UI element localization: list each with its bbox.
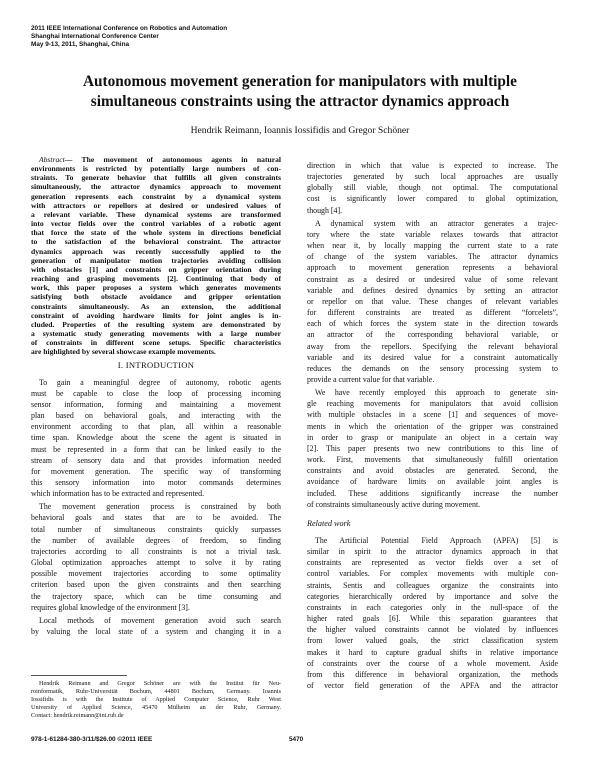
- text-line: constraints and avoid obstacles are generated. Second, the: [307, 466, 558, 476]
- text-line: reduces the demands on the sensory processing system to: [307, 363, 558, 373]
- text-line: from this difference in behavioral organization, the methods: [307, 669, 558, 679]
- text-line: included. These additions significantly increase the number: [307, 488, 558, 498]
- abstract-line: constraint of avoiding hardware limits for joint angles is in-: [31, 310, 281, 320]
- text-line: trajectories generated by such local approaches are usually: [307, 172, 558, 182]
- text-line: We have recently employed this approach to generate sin-: [315, 388, 558, 398]
- text-line: possible movement trajectories according to some optimality: [31, 569, 281, 579]
- text-line: plan based on behavioral goals, and interacting with the: [31, 411, 281, 421]
- text-line: the higher valued constraints cannot be violated by influences: [307, 625, 558, 635]
- text-line: an attractor of the corresponding behavioral variable, or: [307, 330, 558, 340]
- footnote-rule: [31, 675, 127, 676]
- abstract-line: constraints simultaneously. As an extension, the additional: [31, 301, 281, 311]
- abstract-line: that force the state of the whole system in directions beneficial: [31, 228, 281, 238]
- text-line: though [4].: [307, 205, 343, 215]
- text-line: total number of simultaneous constraints quickly surpasses: [31, 524, 281, 534]
- text-line: Local methods of movement generation avoid such search: [39, 615, 281, 625]
- text-line: provide a current value for that variable.: [307, 374, 435, 384]
- text-line: by valuing the local state of a system and changing it in a: [31, 627, 281, 637]
- text-line: constraints are represented as vector fields over a set of: [307, 558, 558, 568]
- text-line: straints, Sentis and colleagues organize the constraints into: [307, 580, 558, 590]
- text-line: requires global knowledge of the environment [3].: [31, 602, 190, 612]
- text-line: behavioral goals and states that are to be avoided. The: [31, 513, 281, 523]
- text-line: trajectories according to all constraints is not a trivial task.: [31, 546, 281, 556]
- abstract-first-line-text: — The movement of autonomous agents in natural: [64, 155, 281, 164]
- abstract-line: a systematic study generating movements with a large number: [31, 328, 281, 338]
- abstract-line: [31, 155, 281, 164]
- related-work-paragraph: [307, 535, 558, 691]
- section-heading-introduction: I. INTRODUCTION: [117, 360, 195, 371]
- text-line: when near it, by locally mapping the current state to a rate: [307, 241, 558, 251]
- text-line: of constraints over the course of a whole movement. Aside: [307, 658, 558, 668]
- text-line: of change of the system variables. The attractor dynamics: [307, 252, 558, 262]
- text-line: cost is significantly lower compared to global optimization,: [307, 194, 558, 204]
- right-paragraph-2: [307, 218, 558, 385]
- abstract-line: generation represents each constraint by a dynamical system: [31, 191, 281, 201]
- text-line: [2]. This paper presents two new contributions to this line of: [307, 443, 558, 453]
- authors: Hendrik Reimann, Ioannis Iossifidis and Gregor Schöner: [190, 125, 410, 136]
- text-line: roinformatik, Ruhr-Universität Bochum, 44801 Bochum, Germany. Ioannis: [31, 688, 281, 696]
- text-line: direction in which that value is expected to increase. The: [307, 161, 558, 170]
- text-line: Contact: hendrik.reimann@ini.rub.de: [31, 712, 124, 720]
- text-line: variable and its desired value for a constraint automatically: [307, 352, 558, 362]
- text-line: avoidance of hardware limits on available joint angles is: [307, 477, 558, 487]
- title-line: Autonomous movement generation for manipulators with multiple: [83, 73, 517, 90]
- text-line: the trajectory space, which can be time consuming and: [31, 591, 281, 601]
- text-line: the number of available degrees of freedom, so finding: [31, 535, 281, 545]
- text-line: The movement generation process is constrained by both: [39, 502, 281, 512]
- text-line: makes it hard to capture gradual shifts in relative importance: [307, 647, 558, 657]
- text-line: of vector field generation of the APFA and the attractor: [307, 681, 558, 691]
- right-paragraph-1: [307, 160, 558, 216]
- conference-line: May 9-13, 2011, Shanghai, China: [31, 41, 130, 48]
- intro-paragraph-1: [31, 377, 281, 500]
- left-column: [31, 155, 281, 639]
- abstract-line: satisfying both obstacle avoidance and gripper orientation: [31, 292, 281, 302]
- text-line: of constraints simultaneously active during movement.: [307, 499, 481, 509]
- abstract-line: into vector fields over the control variables of a robotic agent: [31, 219, 281, 229]
- text-line: sensor information, forming and maintaining a movement: [31, 399, 281, 409]
- text-line: which information has to be extracted and represented.: [31, 489, 205, 499]
- title-line: simultaneous constraints using the attractor dynamics approach: [90, 93, 510, 110]
- abstract-line: simultaneously, the attractor dynamics approach to movement: [31, 182, 281, 192]
- text-line: The Artificial Potential Field Approach (APFA) [5] is: [315, 536, 558, 545]
- text-line: ments in which the orientation of the gripper was constrained: [307, 421, 558, 431]
- text-line: each of which forces the system state in the direction towards: [307, 319, 558, 329]
- text-line: tory where the state variable relaxes towards that attractor: [307, 229, 558, 239]
- text-line: stream of sensory data and that provides information needed: [31, 455, 281, 465]
- text-line: criterion based upon the given constraints and then searching: [31, 580, 281, 590]
- paper-title: [40, 72, 560, 112]
- text-line: for different constraints are treated as different “forcelets”,: [307, 308, 558, 318]
- text-line: A dynamical system with an attractor generates a trajec-: [315, 218, 558, 228]
- abstract-line: dynamics approach was recently successfully applied to the: [31, 246, 281, 256]
- abstract-line: generation of manipulator motion trajectories avoiding collision: [31, 255, 281, 265]
- right-paragraph-3: [307, 387, 558, 510]
- abstract-line: cluded. Properties of the resulting system are demonstrated by: [31, 319, 281, 329]
- author-footnote: [31, 675, 281, 720]
- text-line: similar in spirit to the attractor dynamics approach in that: [307, 547, 558, 557]
- text-line: environment according to that plan, all within a reasonable: [31, 422, 281, 432]
- text-line: University of Applied Science, 45470 Mülheim an der Ruhr, Germany.: [31, 704, 281, 712]
- text-line: globally still viable, though not optimal. The computational: [307, 183, 558, 193]
- text-line: or repellor on that value. These changes of relevant variables: [307, 296, 558, 306]
- abstract-line: a relevant variable. These dynamical systems are transformed: [31, 209, 281, 219]
- abstract: [31, 155, 281, 356]
- conference-line: Shanghai International Conference Center: [31, 33, 159, 40]
- text-line: Global optimization approaches attempt to solve it by rating: [31, 558, 281, 568]
- text-line: approach to movement generation represents a behavioral: [307, 263, 558, 273]
- conference-header: [31, 25, 227, 49]
- text-line: in order to grasp or manipulate an object in a certain way: [307, 432, 558, 442]
- abstract-line: straints. To generate behavior that fulfills all given constraints: [31, 173, 281, 183]
- text-line: must be represented in a form that can be linked easily to the: [31, 444, 281, 454]
- intro-paragraph-3: [31, 615, 281, 637]
- text-line: control variables. For complex movements with multiple con-: [307, 569, 558, 579]
- footer-isbn: 978-1-61284-380-3/11/$26.00 ©2011 IEEE: [31, 736, 153, 743]
- subsection-heading-related-work: Related work: [307, 518, 351, 528]
- text-line: constraints in each categories only in the null-space of the: [307, 602, 558, 612]
- abstract-line: work, this paper proposes a system which generates movements: [31, 283, 281, 293]
- text-line: Hendrik Reimann and Gregor Schöner are with the Institut für Neu-: [39, 680, 281, 687]
- text-line: with multiple obstacles in a scene [1] and sequences of move-: [307, 410, 558, 420]
- text-line: constraint as a desired or undesired value of some relevant: [307, 274, 558, 284]
- abstract-line: reaching and grasping movements [2]. Continuing that body of: [31, 274, 281, 284]
- text-line: higher rated goals [6]. While this separation guarantees that: [307, 614, 558, 624]
- abstract-label: Abstract: [39, 155, 65, 164]
- text-line: time span. Knowledge about the scene the agent is situated in: [31, 433, 281, 443]
- text-line: away from the repellors. Specifying the relevant behavioral: [307, 341, 558, 351]
- intro-paragraph-2: [31, 501, 281, 613]
- text-line: categories hierarchically ordered by importance and solve the: [307, 591, 558, 601]
- text-line: variable and defines desired dynamics by setting an attractor: [307, 285, 558, 295]
- text-line: gle reaching movements for manipulators that avoid collision: [307, 399, 558, 409]
- text-line: must be capable to close the loop of processing incoming: [31, 388, 281, 398]
- text-line: To gain a meaningful degree of autonomy, robotic agents: [39, 377, 281, 387]
- text-line: Iossifidis is with the Institute of Applied Computer Science, Ruhr West: [31, 696, 281, 704]
- conference-line: 2011 IEEE International Conference on Robotics and Automation: [31, 25, 228, 32]
- text-line: from lower valued goals, the strict classification system: [307, 636, 558, 646]
- text-line: for movement generation. The specific way of transforming: [31, 466, 281, 476]
- right-column: [307, 160, 558, 693]
- abstract-line: environments is restricted by potentially large numbers of con-: [31, 164, 281, 174]
- abstract-line: with attractors or repellors at desired or undesired values of: [31, 200, 281, 210]
- abstract-line: are highlighted by several showcase example movements.: [31, 347, 216, 357]
- abstract-line: to the satisfaction of the behavioral constraint. The attractor: [31, 237, 281, 247]
- abstract-line: with obstacles [1] and constraints on gripper orientation during: [31, 264, 281, 274]
- text-line: this sensory information into motor commands determines: [31, 478, 281, 487]
- footnote-text: [31, 680, 281, 720]
- page-number: 5470: [289, 736, 304, 743]
- text-line: work. First, movements that simultaneously fulfill orientation: [307, 455, 558, 465]
- abstract-line: of constraints in different scene setups. Specific characteristics: [31, 338, 281, 348]
